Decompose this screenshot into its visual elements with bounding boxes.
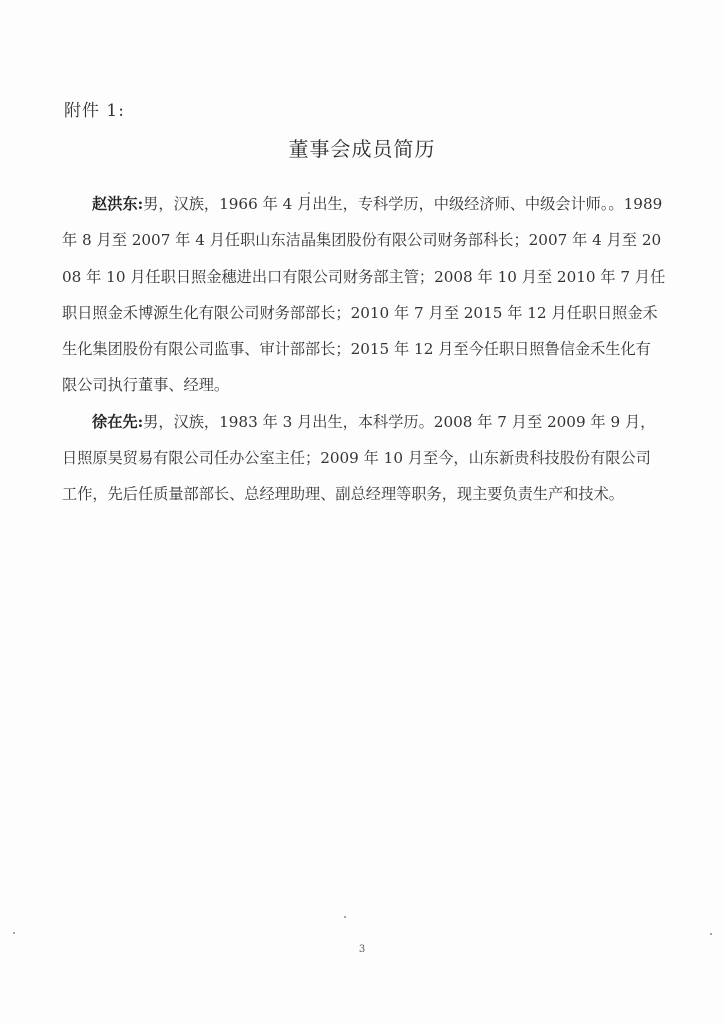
scan-speck [13,932,15,934]
member-name: 徐在先: [92,412,144,431]
page-number: 3 [358,944,366,955]
member-name: 赵洪东: [92,195,144,213]
document-body [62,186,666,513]
member-bio-text: 男，汉族，1966 年 4 月出生，专科学历，中级经济师、中级会计师。。1989 年 8 月至 2007 年 4 月任职山东洁晶集团股份有限公司财务部科长；2007 年 4 月至 2008 年 10 月任职日照金穗进出口有限公司财务部主管；2008 年 10 月至 2010 年 7 月任职日照金禾博源生化有限公司财务部部长；2010 年 7 月至 2015 年 12 月任职日照金禾生化集团股份有限公司监事、审计部部长；2015 年 12 月至今任职日照鲁信金禾生化有限公司执行董事、经理。 [62,195,666,395]
attachment-label: 附件 1: [64,101,125,121]
member-bio-text: 男，汉族，1983 年 3 月出生，本科学历。2008 年 7 月至 2009 年 9 月，日照原昊贸易有限公司任办公室主任；2009 年 10 月至今，山东新贵科技股份有限公司工作，先后任质量部部长、总经理助理、副总经理等职务，现主要负责生产和技术。 [62,412,656,504]
scan-speck [344,916,346,918]
member-bio-paragraph [62,186,666,404]
scan-speck [308,192,310,194]
member-bio-paragraph [62,404,666,513]
scan-speck [710,933,712,935]
document-title: 董事会成员简历 [288,137,436,161]
